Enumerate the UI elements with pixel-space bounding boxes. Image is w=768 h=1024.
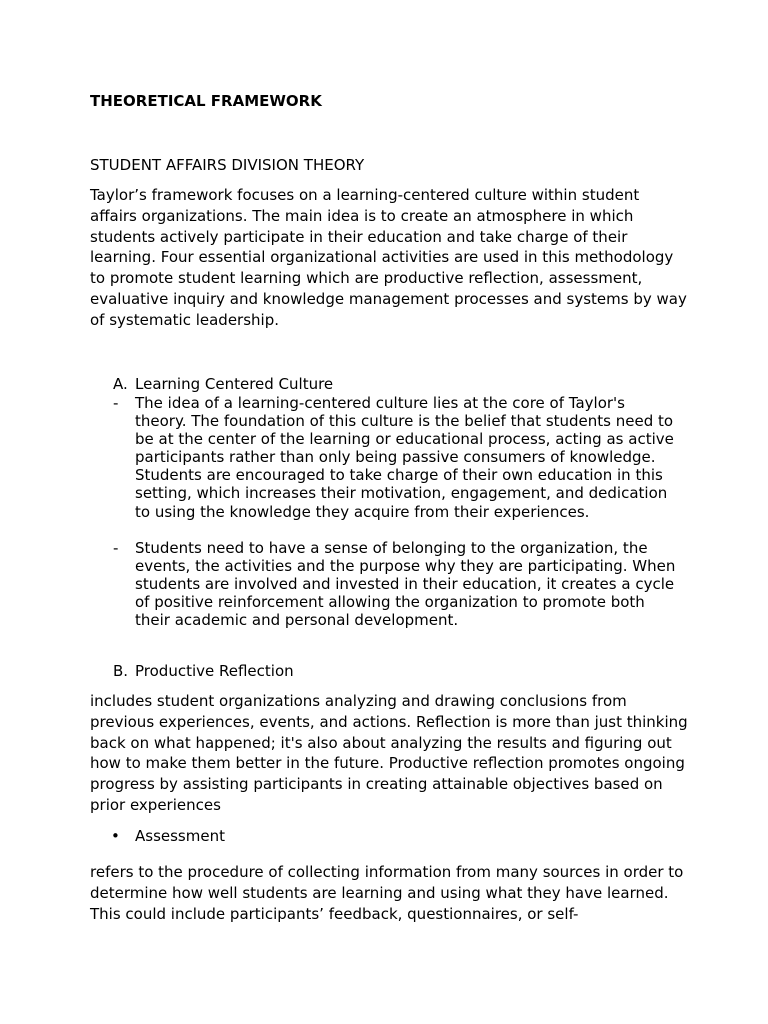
assessment-paragraph: refers to the procedure of collecting information from many sources in order to determine how well students are learning and using what they have learned. This could include participants’ feedback, questionnaires, or self- bbox=[90, 863, 684, 923]
document-title: THEORETICAL FRAMEWORK bbox=[90, 92, 322, 110]
list-marker-b: B. bbox=[113, 662, 129, 680]
bullet-icon: • bbox=[111, 827, 120, 845]
dash-marker: - bbox=[113, 394, 119, 412]
dash-marker: - bbox=[113, 539, 119, 557]
list-heading-productive-reflection: Productive Reflection bbox=[135, 662, 294, 680]
dash-item-paragraph: The idea of a learning-centered culture lies at the core of Taylor's theory. The foundation of this culture is the belief that students need to be at the center of the learning or educational process, acting as active participants rather than only being passive consumers of knowledge. Students are encouraged to take charge of their own education in this setting, which increases their motivation, engagement, and dedication to using the knowledge they acquire from their experiences. bbox=[135, 394, 674, 521]
list-heading-assessment: Assessment bbox=[135, 827, 225, 845]
list-heading-learning-centered-culture: Learning Centered Culture bbox=[135, 375, 334, 393]
dash-item-paragraph: Students need to have a sense of belonging to the organization, the events, the activities and the purpose why they are participating. When students are involved and invested in their education, it creates a cycle of positive reinforcement allowing the organization to promote both their academic and personal development. bbox=[135, 539, 676, 630]
productive-reflection-paragraph: includes student organizations analyzing and drawing conclusions from previous experiences, events, and actions. Reflection is more than just thinking back on what happened; it's also about analyzing the results and figuring out how to make them better in the future. Productive reflection promotes ongoing progress by assisting participants in creating attainable objectives based on prior experiences bbox=[90, 692, 688, 814]
list-marker-a: A. bbox=[113, 375, 128, 393]
intro-paragraph: Taylor’s framework focuses on a learning-centered culture within student affairs organizations. The main idea is to create an atmosphere in which students actively participate in their education and take charge of their learning. Four essential organizational activities are used in this methodology to promote student learning which are productive reflection, assessment, evaluative inquiry and knowledge management processes and systems by way of systematic leadership. bbox=[90, 186, 687, 329]
section-heading: STUDENT AFFAIRS DIVISION THEORY bbox=[90, 156, 365, 174]
